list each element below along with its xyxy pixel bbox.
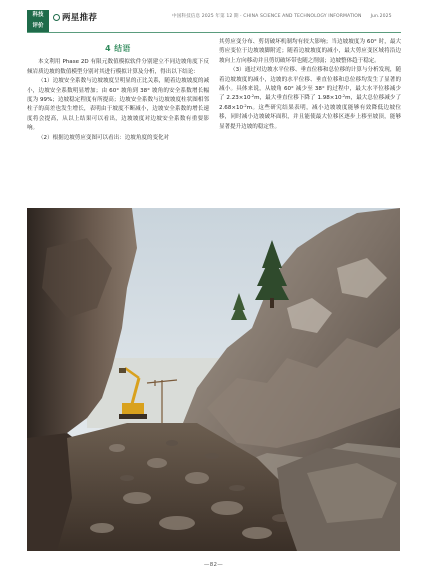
column-title: 两星推荐 xyxy=(62,13,98,23)
page-number: —82— xyxy=(203,562,224,568)
paragraph-text: （3）通过对边坡水平位移、垂直位移和总位移的计算与分析发现，随着边坡坡度的减小，边坡的水平位移、垂直位移和总位移均发生了显著的减小。具体来说，从坡角 60° 减少至 38° 的过程中，最大水平位移减少了 2.23×10 xyxy=(219,67,401,102)
page-header xyxy=(0,0,427,34)
paragraph xyxy=(219,66,401,132)
superscript: -2 xyxy=(243,103,247,108)
section-tag-line2: 评价 xyxy=(32,23,44,29)
issue-date: Jun.2025 xyxy=(370,14,392,19)
rock-slope-photo xyxy=(27,208,400,551)
paragraph: （2）根据边坡剪应变图可以看出：边坡角度的变化对 xyxy=(38,134,170,141)
circle-bullet-icon xyxy=(53,14,60,21)
left-column xyxy=(27,38,209,143)
paragraph: （1）边坡安全系数与边坡坡度呈明显的正比关系，随着边坡坡度的减小，边坡安全系数明显增加；由 60° 坡角到 38° 坡角的安全系数增长幅度为 99%；边坡稳定程度有所提高；边坡安全系数与边坡坡度柱状图相邻柱子的高差也发生增长，表明由于坡度不断减小，边坡安全系数的增长速度将会提高，从以上结果可以看出，边坡坡度对边坡安全系数有重要影响。 xyxy=(27,78,209,132)
superscript: -2 xyxy=(341,94,346,99)
header-divider xyxy=(27,32,401,33)
paragraph-text: m，最大总位移减少了 2.68×10 xyxy=(219,95,402,111)
paragraph-text: m。这些研究结果表明，减小边坡坡度能够有效降低边坡位移，同时减小边坡破坏面积，并且能使最大位移区逐步上移至坡顶，能够显著提升边坡的稳定性。 xyxy=(219,104,401,130)
paragraph: 其剪应变分布、剪切破坏机制均有较大影响；当边坡坡度为 60° 时，最大剪应变位于边坡坡脚附近；随着边坡坡度的减小，最大剪应变区域将沿边坡向上方向移动并且剪切破坏带也随之削弱；边坡整体趋于稳定。 xyxy=(219,39,401,64)
masthead xyxy=(172,13,392,19)
journal-info: 中国科技信息 2025 年第 12 期 · CHINA SCIENCE AND TECHNOLOGY INFORMATION xyxy=(172,14,362,19)
section-heading: 4 结语 xyxy=(105,44,131,53)
section-tag-line1: 科技 xyxy=(32,12,44,18)
paragraph: 本文利用 Phase 2D 有限元数值模拟软件分别建立不同边坡角度下反倾岩质边坡的数值模型分别对其进行模拟计算及分析，得出以下结论： xyxy=(27,59,209,75)
right-column xyxy=(219,38,401,132)
superscript: -2 xyxy=(250,94,255,99)
paragraph-text: m，最大垂直位移下降了 1.98×10 xyxy=(254,95,342,102)
section-tag xyxy=(27,10,49,32)
